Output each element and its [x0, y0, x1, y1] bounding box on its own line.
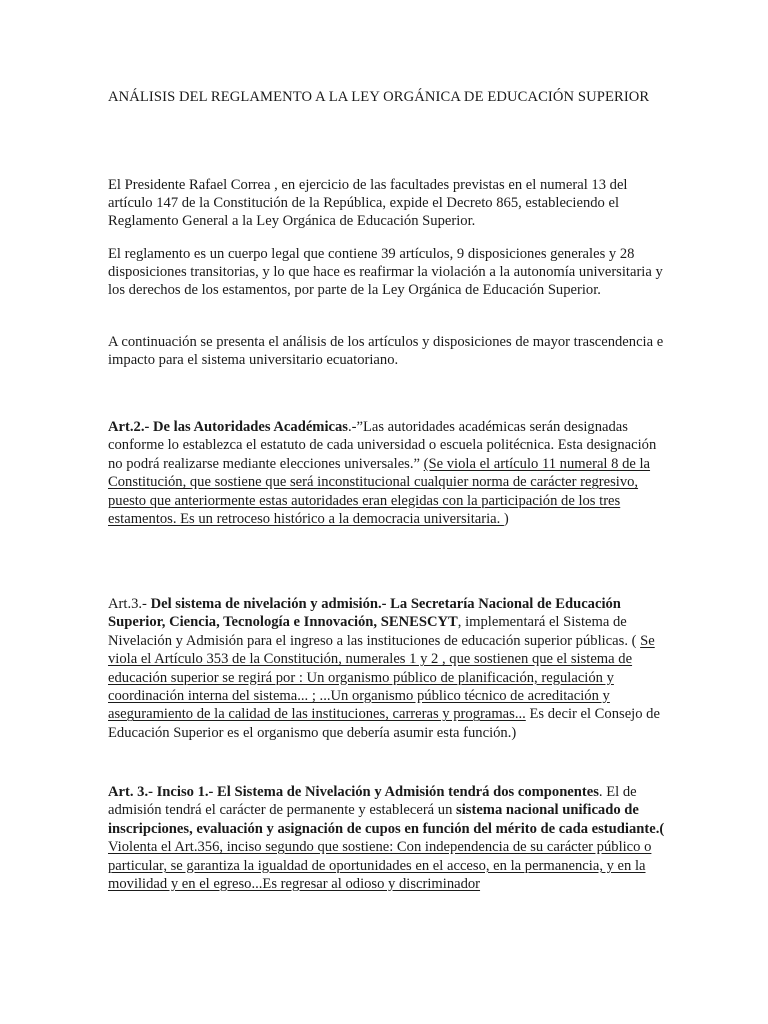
article-3-comment: Se viola el Artículo 353 de la Constitución, numerales 1 y 2 , que sostienen que el sistema de educación superior se regirá por : Un organismo público de planificación, regulación y coordinación interna del sistema... ; ...Un organismo público técnico de acreditación y aseguramiento de la calidad de las instituciones, carreras y programas... [108, 632, 655, 723]
article-3-inciso-comment: Violenta el Art.356, inciso segundo que sostiene: Con independencia de su carácter público o particular, se garantiza la igualdad de oportunidades en el acceso, en la permanencia, y en la movilidad y en el egreso...Es regresar al odioso y discriminador [108, 839, 652, 893]
article-2-paragraph [108, 418, 668, 528]
article-3-inciso-heading: Art. 3.- Inciso 1.- El Sistema de Nivelación y Admisión tendrá dos componentes [108, 784, 599, 800]
article-2-quote: .-”Las autoridades académicas serán designadas conforme lo establezca el estatuto de cada universidad o escuela politécnica. Esta designación no podrá realizarse mediante elecciones universales.” [108, 419, 657, 472]
article-2-heading: Art.2.- De las Autoridades Académicas [108, 419, 348, 435]
article-3-heading: Del sistema de nivelación y admisión.- La Secretaría Nacional de Educación Superior, Ciencia, Tecnología e Innovación, SENESCYT [108, 596, 621, 631]
article-3-inciso-paragraph [108, 783, 668, 893]
article-3-inciso-text: . El de admisión tendrá el carácter de permanente y establecerá un [108, 784, 637, 819]
article-3-tail: Es decir el Consejo de Educación Superior es el organismo que debería asumir esta función.) [108, 706, 660, 741]
article-3-paragraph [108, 595, 668, 742]
intro-paragraph-2: El reglamento es un cuerpo legal que contiene 39 artículos, 9 disposiciones generales y 28 disposiciones transitorias, y lo que hace es reafirmar la violación a la autonomía universitaria y los derechos de los estamentos, por parte de la Ley Orgánica de Educación Superior. [108, 246, 663, 298]
intro-paragraph-1: El Presidente Rafael Correa , en ejercicio de las facultades previstas en el numeral 13 del artículo 147 de la Constitución de la República, expide el Decreto 865, estableciendo el Reglamento General a la Ley Orgánica de Educación Superior. [108, 177, 628, 229]
document-title: ANÁLISIS DEL REGLAMENTO A LA LEY ORGÁNICA DE EDUCACIÓN SUPERIOR [108, 89, 650, 105]
article-3-prefix: Art.3.- [108, 596, 151, 612]
article-2-close: ) [503, 511, 509, 528]
article-3-inciso-bold: sistema nacional unificado de inscripciones, evaluación y asignación de cupos en función del mérito de cada estudiante.( [108, 802, 665, 837]
article-3-text: , implementará el Sistema de Nivelación y Admisión para el ingreso a las instituciones de educación superior públicas. ( [108, 614, 641, 649]
article-2-comment: (Se viola el artículo 11 numeral 8 de la Constitución, que sostiene que será inconstitucional cualquier norma de carácter regresivo, puesto que anteriormente estas autoridades eran elegidas con la participación de los tres estamentos. Es un retroceso histórico a la democracia universitaria. [108, 455, 651, 528]
intro-paragraph-3: A continuación se presenta el análisis de los artículos y disposiciones de mayor trascendencia e impacto para el sistema universitario ecuatoriano. [108, 334, 664, 368]
